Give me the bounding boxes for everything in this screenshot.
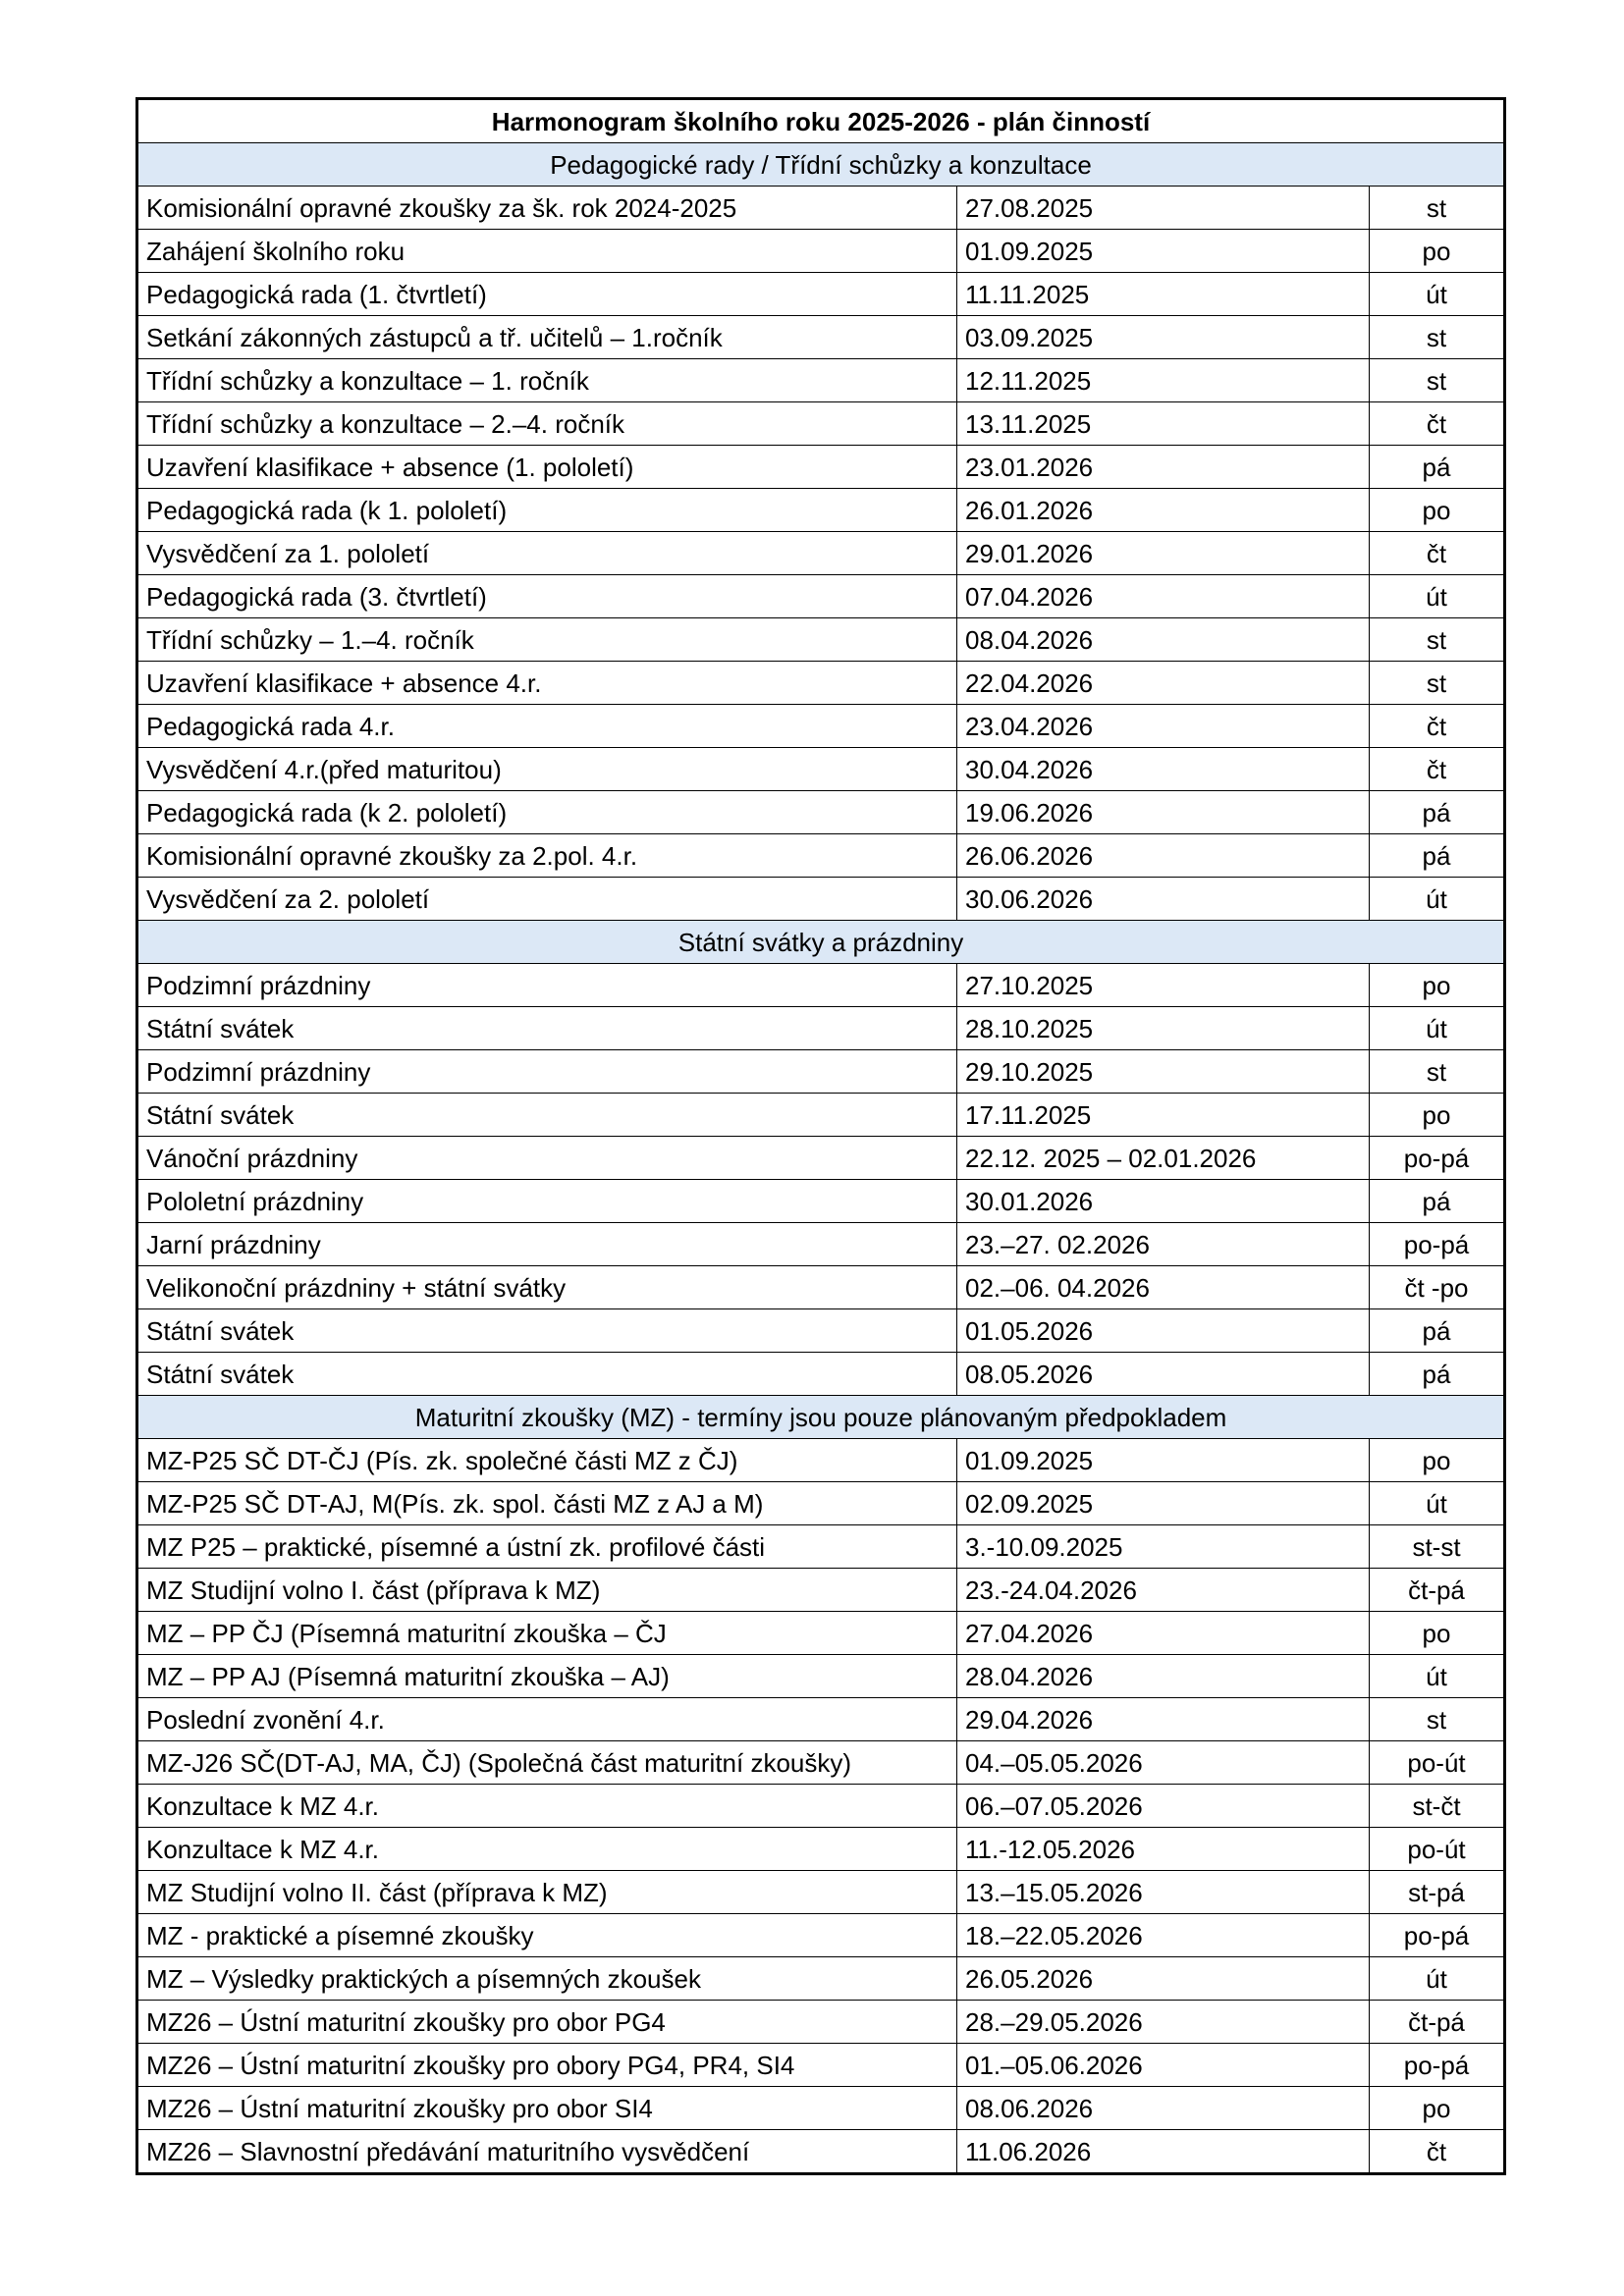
weekday-cell: st-čt — [1370, 1785, 1505, 1828]
table-row — [137, 618, 1505, 662]
weekday-cell: st — [1370, 187, 1505, 230]
date-cell: 13.–15.05.2026 — [957, 1871, 1370, 1914]
date-cell: 08.04.2026 — [957, 618, 1370, 662]
weekday-cell: po-út — [1370, 1741, 1505, 1785]
weekday-cell: út — [1370, 1482, 1505, 1525]
table-row — [137, 316, 1505, 359]
table-row — [137, 2130, 1505, 2174]
date-cell: 13.11.2025 — [957, 402, 1370, 446]
date-cell: 04.–05.05.2026 — [957, 1741, 1370, 1785]
table-row — [137, 359, 1505, 402]
activity-cell: Vysvědčení za 1. pololetí — [137, 532, 957, 575]
date-cell: 01.09.2025 — [957, 1439, 1370, 1482]
weekday-cell: po — [1370, 2087, 1505, 2130]
table-row — [137, 2044, 1505, 2087]
table-row — [137, 2087, 1505, 2130]
table-row — [137, 575, 1505, 618]
activity-cell: Třídní schůzky a konzultace – 2.–4. ročník — [137, 402, 957, 446]
date-cell: 29.01.2026 — [957, 532, 1370, 575]
table-row — [137, 2001, 1505, 2044]
table-row — [137, 834, 1505, 878]
activity-cell: Státní svátek — [137, 1007, 957, 1050]
activity-cell: Podzimní prázdniny — [137, 964, 957, 1007]
date-cell: 01.09.2025 — [957, 230, 1370, 273]
activity-cell: MZ26 – Ústní maturitní zkoušky pro obor SI4 — [137, 2087, 957, 2130]
date-cell: 12.11.2025 — [957, 359, 1370, 402]
weekday-cell: po-út — [1370, 1828, 1505, 1871]
date-cell: 03.09.2025 — [957, 316, 1370, 359]
weekday-cell: po — [1370, 964, 1505, 1007]
date-cell: 26.05.2026 — [957, 1957, 1370, 2001]
table-row — [137, 1957, 1505, 2001]
activity-cell: MZ – Výsledky praktických a písemných zkoušek — [137, 1957, 957, 2001]
date-cell: 26.06.2026 — [957, 834, 1370, 878]
table-row — [137, 532, 1505, 575]
date-cell: 08.05.2026 — [957, 1353, 1370, 1396]
schedule-table — [135, 97, 1506, 2175]
activity-cell: Konzultace k MZ 4.r. — [137, 1785, 957, 1828]
date-cell: 11.-12.05.2026 — [957, 1828, 1370, 1871]
table-row — [137, 964, 1505, 1007]
weekday-cell: út — [1370, 1007, 1505, 1050]
table-row — [137, 1828, 1505, 1871]
weekday-cell: čt — [1370, 402, 1505, 446]
date-cell: 27.04.2026 — [957, 1612, 1370, 1655]
section-title: Maturitní zkoušky (MZ) - termíny jsou pouze plánovaným předpokladem — [137, 1396, 1505, 1439]
date-cell: 30.04.2026 — [957, 748, 1370, 791]
activity-cell: MZ-P25 SČ DT-ČJ (Pís. zk. společné části MZ z ČJ) — [137, 1439, 957, 1482]
table-row — [137, 1007, 1505, 1050]
table-row — [137, 1871, 1505, 1914]
weekday-cell: út — [1370, 878, 1505, 921]
date-cell: 22.04.2026 — [957, 662, 1370, 705]
date-cell: 28.10.2025 — [957, 1007, 1370, 1050]
activity-cell: Konzultace k MZ 4.r. — [137, 1828, 957, 1871]
table-row — [137, 1482, 1505, 1525]
weekday-cell: út — [1370, 1655, 1505, 1698]
document-title: Harmonogram školního roku 2025-2026 - plán činností — [137, 99, 1505, 143]
table-row — [137, 230, 1505, 273]
activity-cell: Vánoční prázdniny — [137, 1137, 957, 1180]
weekday-cell: st-pá — [1370, 1871, 1505, 1914]
activity-cell: Setkání zákonných zástupců a tř. učitelů – 1.ročník — [137, 316, 957, 359]
date-cell: 11.11.2025 — [957, 273, 1370, 316]
section-title: Státní svátky a prázdniny — [137, 921, 1505, 964]
date-cell: 28.04.2026 — [957, 1655, 1370, 1698]
weekday-cell: po — [1370, 230, 1505, 273]
table-row — [137, 878, 1505, 921]
date-cell: 02.09.2025 — [957, 1482, 1370, 1525]
date-cell: 18.–22.05.2026 — [957, 1914, 1370, 1957]
date-cell: 3.-10.09.2025 — [957, 1525, 1370, 1569]
date-cell: 17.11.2025 — [957, 1094, 1370, 1137]
weekday-cell: čt-pá — [1370, 2001, 1505, 2044]
weekday-cell: čt — [1370, 2130, 1505, 2174]
activity-cell: MZ – PP AJ (Písemná maturitní zkouška – AJ) — [137, 1655, 957, 1698]
table-row — [137, 791, 1505, 834]
activity-cell: Třídní schůzky – 1.–4. ročník — [137, 618, 957, 662]
weekday-cell: po-pá — [1370, 1137, 1505, 1180]
table-row — [137, 1698, 1505, 1741]
section-title: Pedagogické rady / Třídní schůzky a konzultace — [137, 143, 1505, 187]
activity-cell: MZ26 – Ústní maturitní zkoušky pro obory PG4, PR4, SI4 — [137, 2044, 957, 2087]
weekday-cell: st — [1370, 618, 1505, 662]
weekday-cell: čt — [1370, 748, 1505, 791]
table-row — [137, 1309, 1505, 1353]
date-cell: 29.10.2025 — [957, 1050, 1370, 1094]
weekday-cell: út — [1370, 273, 1505, 316]
activity-cell: MZ – PP ČJ (Písemná maturitní zkouška – ČJ — [137, 1612, 957, 1655]
table-row — [137, 1612, 1505, 1655]
table-row — [137, 705, 1505, 748]
weekday-cell: út — [1370, 575, 1505, 618]
date-cell: 11.06.2026 — [957, 2130, 1370, 2174]
activity-cell: Pedagogická rada (3. čtvrtletí) — [137, 575, 957, 618]
activity-cell: Státní svátek — [137, 1094, 957, 1137]
section-header-row — [137, 143, 1505, 187]
weekday-cell: st — [1370, 316, 1505, 359]
activity-cell: Státní svátek — [137, 1309, 957, 1353]
table-row — [137, 273, 1505, 316]
title-row — [137, 99, 1505, 143]
activity-cell: MZ26 – Slavnostní předávání maturitního vysvědčení — [137, 2130, 957, 2174]
weekday-cell: st — [1370, 1698, 1505, 1741]
activity-cell: Podzimní prázdniny — [137, 1050, 957, 1094]
weekday-cell: po — [1370, 1439, 1505, 1482]
date-cell: 30.06.2026 — [957, 878, 1370, 921]
activity-cell: Velikonoční prázdniny + státní svátky — [137, 1266, 957, 1309]
activity-cell: MZ-J26 SČ(DT-AJ, MA, ČJ) (Společná část maturitní zkoušky) — [137, 1741, 957, 1785]
weekday-cell: čt -po — [1370, 1266, 1505, 1309]
weekday-cell: po-pá — [1370, 2044, 1505, 2087]
activity-cell: Pedagogická rada 4.r. — [137, 705, 957, 748]
weekday-cell: po-pá — [1370, 1223, 1505, 1266]
weekday-cell: pá — [1370, 1309, 1505, 1353]
weekday-cell: čt — [1370, 705, 1505, 748]
date-cell: 01.–05.06.2026 — [957, 2044, 1370, 2087]
weekday-cell: pá — [1370, 446, 1505, 489]
date-cell: 27.10.2025 — [957, 964, 1370, 1007]
schedule-body — [137, 99, 1505, 2174]
date-cell: 23.-24.04.2026 — [957, 1569, 1370, 1612]
date-cell: 01.05.2026 — [957, 1309, 1370, 1353]
table-row — [137, 1525, 1505, 1569]
table-row — [137, 187, 1505, 230]
date-cell: 07.04.2026 — [957, 575, 1370, 618]
date-cell: 23.–27. 02.2026 — [957, 1223, 1370, 1266]
table-row — [137, 402, 1505, 446]
activity-cell: Pololetní prázdniny — [137, 1180, 957, 1223]
date-cell: 23.01.2026 — [957, 446, 1370, 489]
table-row — [137, 1914, 1505, 1957]
activity-cell: MZ26 – Ústní maturitní zkoušky pro obor PG4 — [137, 2001, 957, 2044]
activity-cell: Vysvědčení 4.r.(před maturitou) — [137, 748, 957, 791]
table-row — [137, 446, 1505, 489]
activity-cell: MZ - praktické a písemné zkoušky — [137, 1914, 957, 1957]
table-row — [137, 1569, 1505, 1612]
table-row — [137, 489, 1505, 532]
table-row — [137, 1137, 1505, 1180]
date-cell: 29.04.2026 — [957, 1698, 1370, 1741]
activity-cell: Poslední zvonění 4.r. — [137, 1698, 957, 1741]
table-row — [137, 1180, 1505, 1223]
activity-cell: Uzavření klasifikace + absence (1. pololetí) — [137, 446, 957, 489]
activity-cell: Vysvědčení za 2. pololetí — [137, 878, 957, 921]
date-cell: 06.–07.05.2026 — [957, 1785, 1370, 1828]
weekday-cell: pá — [1370, 1353, 1505, 1396]
table-row — [137, 1741, 1505, 1785]
activity-cell: Komisionální opravné zkoušky za 2.pol. 4.r. — [137, 834, 957, 878]
table-row — [137, 1094, 1505, 1137]
table-row — [137, 1439, 1505, 1482]
date-cell: 28.–29.05.2026 — [957, 2001, 1370, 2044]
table-row — [137, 1266, 1505, 1309]
weekday-cell: st — [1370, 662, 1505, 705]
weekday-cell: pá — [1370, 791, 1505, 834]
activity-cell: MZ Studijní volno II. část (příprava k MZ) — [137, 1871, 957, 1914]
activity-cell: MZ Studijní volno I. část (příprava k MZ) — [137, 1569, 957, 1612]
activity-cell: Pedagogická rada (k 2. pololetí) — [137, 791, 957, 834]
weekday-cell: út — [1370, 1957, 1505, 2001]
weekday-cell: st-st — [1370, 1525, 1505, 1569]
table-row — [137, 748, 1505, 791]
date-cell: 08.06.2026 — [957, 2087, 1370, 2130]
activity-cell: Pedagogická rada (1. čtvrtletí) — [137, 273, 957, 316]
weekday-cell: pá — [1370, 834, 1505, 878]
date-cell: 02.–06. 04.2026 — [957, 1266, 1370, 1309]
activity-cell: Státní svátek — [137, 1353, 957, 1396]
weekday-cell: pá — [1370, 1180, 1505, 1223]
table-row — [137, 1655, 1505, 1698]
table-row — [137, 662, 1505, 705]
date-cell: 26.01.2026 — [957, 489, 1370, 532]
date-cell: 27.08.2025 — [957, 187, 1370, 230]
date-cell: 30.01.2026 — [957, 1180, 1370, 1223]
weekday-cell: po — [1370, 1612, 1505, 1655]
activity-cell: Uzavření klasifikace + absence 4.r. — [137, 662, 957, 705]
activity-cell: Jarní prázdniny — [137, 1223, 957, 1266]
date-cell: 22.12. 2025 – 02.01.2026 — [957, 1137, 1370, 1180]
weekday-cell: po — [1370, 1094, 1505, 1137]
activity-cell: Zahájení školního roku — [137, 230, 957, 273]
table-row — [137, 1050, 1505, 1094]
table-row — [137, 1223, 1505, 1266]
table-row — [137, 1785, 1505, 1828]
table-row — [137, 1353, 1505, 1396]
date-cell: 19.06.2026 — [957, 791, 1370, 834]
date-cell: 23.04.2026 — [957, 705, 1370, 748]
activity-cell: MZ P25 – praktické, písemné a ústní zk. profilové části — [137, 1525, 957, 1569]
weekday-cell: st — [1370, 359, 1505, 402]
section-header-row — [137, 921, 1505, 964]
activity-cell: Komisionální opravné zkoušky za šk. rok 2024-2025 — [137, 187, 957, 230]
weekday-cell: po-pá — [1370, 1914, 1505, 1957]
activity-cell: MZ-P25 SČ DT-AJ, M(Pís. zk. spol. části MZ z AJ a M) — [137, 1482, 957, 1525]
weekday-cell: čt — [1370, 532, 1505, 575]
activity-cell: Pedagogická rada (k 1. pololetí) — [137, 489, 957, 532]
weekday-cell: po — [1370, 489, 1505, 532]
weekday-cell: čt-pá — [1370, 1569, 1505, 1612]
section-header-row — [137, 1396, 1505, 1439]
activity-cell: Třídní schůzky a konzultace – 1. ročník — [137, 359, 957, 402]
weekday-cell: st — [1370, 1050, 1505, 1094]
